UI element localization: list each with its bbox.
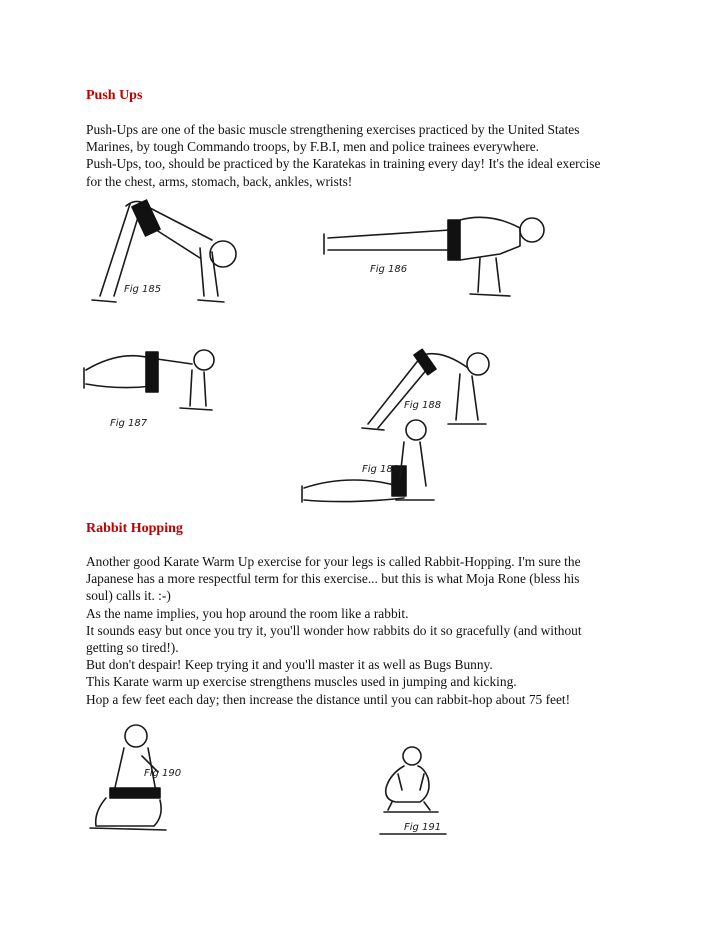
figure-187-illustration: [80, 342, 220, 432]
text-line: for the chest, arms, stomach, back, ankles, wrists!: [86, 173, 353, 189]
text-line: Japanese has a more respectful term for this exercise... but this is what Moja Rone (bless his: [86, 571, 580, 587]
section-title-rabbit-hopping: Rabbit Hopping: [86, 521, 183, 536]
figure-label: Fig 191: [404, 822, 442, 833]
text-line: Push-Ups are one of the basic muscle strengthening exercises practiced by the United States: [86, 122, 580, 137]
figure-label: Fig 189: [362, 464, 400, 475]
text-line: As the name implies, you hop around the room like a rabbit.: [86, 605, 409, 621]
text-line: Push-Ups, too, should be practiced by the Karatekas in training every day! It's the ideal exercise: [86, 156, 601, 172]
figure-191-illustration: [368, 744, 458, 839]
text-line: soul) calls it. :-): [86, 588, 171, 604]
figure-190-illustration: [84, 722, 184, 832]
text-line: It sounds easy but once you try it, you'll wonder how rabbits do it so gracefully (and without: [86, 622, 582, 638]
figure-label: Fig 190: [144, 768, 182, 779]
rabbit-hopping-paragraph: [86, 553, 646, 708]
text-line: Another good Karate Warm Up exercise for your legs is called Rabbit-Hopping. I'm sure the: [86, 554, 581, 569]
figure-189-illustration: [300, 416, 440, 506]
text-line: Marines, by tough Commando troops, by F.B.I, men and police trainees everywhere.: [86, 139, 539, 155]
text-line: This Karate warm up exercise strengthens muscles used in jumping and kicking.: [86, 674, 517, 690]
figure-label: Fig 187: [110, 418, 148, 429]
text-line: Hop a few feet each day; then increase the distance until you can rabbit-hop about 75 feet!: [86, 691, 571, 707]
figure-label: Fig 186: [370, 264, 408, 275]
text-line: getting so tired!).: [86, 640, 179, 656]
figure-label: Fig 188: [404, 400, 442, 411]
figure-186-illustration: [320, 206, 550, 306]
figure-label: Fig 185: [124, 284, 162, 295]
section-title-push-ups: Push Ups: [86, 88, 143, 103]
push-ups-paragraph: [86, 121, 646, 190]
text-line: But don't despair! Keep trying it and you'll master it as well as Bugs Bunny.: [86, 657, 493, 673]
figure-185-illustration: [80, 196, 250, 316]
